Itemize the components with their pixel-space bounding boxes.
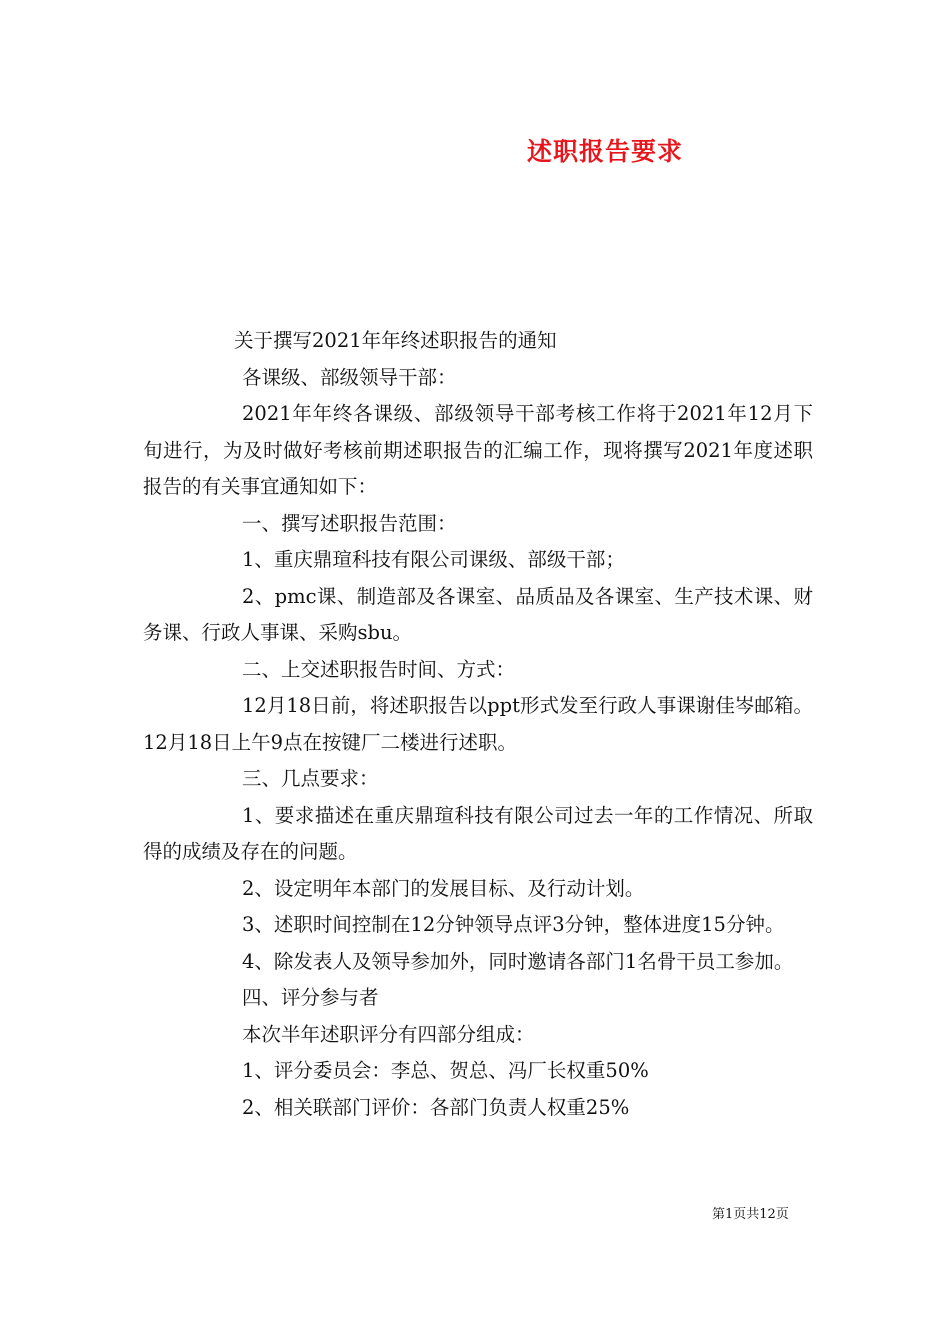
page-number: 第1页共12页	[712, 1207, 789, 1222]
document-title: 述职报告要求	[527, 137, 684, 166]
scope-item-1: 1、重庆鼎瑄科技有限公司课级、部级干部；	[242, 548, 625, 571]
scoring-intro: 本次半年述职评分有四部分组成：	[242, 1022, 535, 1046]
section-heading-scope: 一、撰写述职报告范围：	[242, 511, 457, 535]
salutation: 各课级、部级领导干部：	[242, 365, 457, 389]
scoring-item-1: 1、评分委员会：李总、贺总、冯厂长权重50%	[242, 1059, 649, 1082]
requirement-item-1: 1、要求描述在重庆鼎瑄科技有限公司过去一年的工作情况、所取得的成绩及存在的问题。	[143, 803, 813, 863]
requirement-item-2: 2、设定明年本部门的发展目标、及行动计划。	[242, 876, 645, 900]
scope-item-2: 2、pmc课、制造部及各课室、品质品及各课室、生产技术课、财务课、行政人事课、采购sbu。	[143, 584, 813, 644]
section-heading-scoring: 四、评分参与者	[242, 986, 379, 1009]
section-heading-requirements: 三、几点要求：	[242, 767, 379, 790]
requirement-item-4: 4、除发表人及领导参加外，同时邀请各部门1名骨干员工参加。	[242, 949, 794, 973]
scoring-item-2: 2、相关联部门评价：各部门负责人权重25%	[242, 1095, 630, 1119]
section-heading-submission: 二、上交述职报告时间、方式：	[242, 657, 516, 681]
document-body	[143, 323, 813, 1126]
notice-title: 关于撰写2021年年终述职报告的通知	[234, 329, 557, 352]
requirement-item-3: 3、述职时间控制在12分钟领导点评3分钟，整体进度15分钟。	[242, 913, 785, 936]
intro-paragraph: 2021年年终各课级、部级领导干部考核工作将于2021年12月下旬进行，为及时做好考核前期述职报告的汇编工作，现将撰写2021年度述职报告的有关事宜通知如下：	[143, 402, 813, 498]
submission-paragraph: 12月18日前，将述职报告以ppt形式发至行政人事课谢佳岑邮箱。12月18日上午9点在按键厂二楼进行述职。	[143, 694, 813, 754]
